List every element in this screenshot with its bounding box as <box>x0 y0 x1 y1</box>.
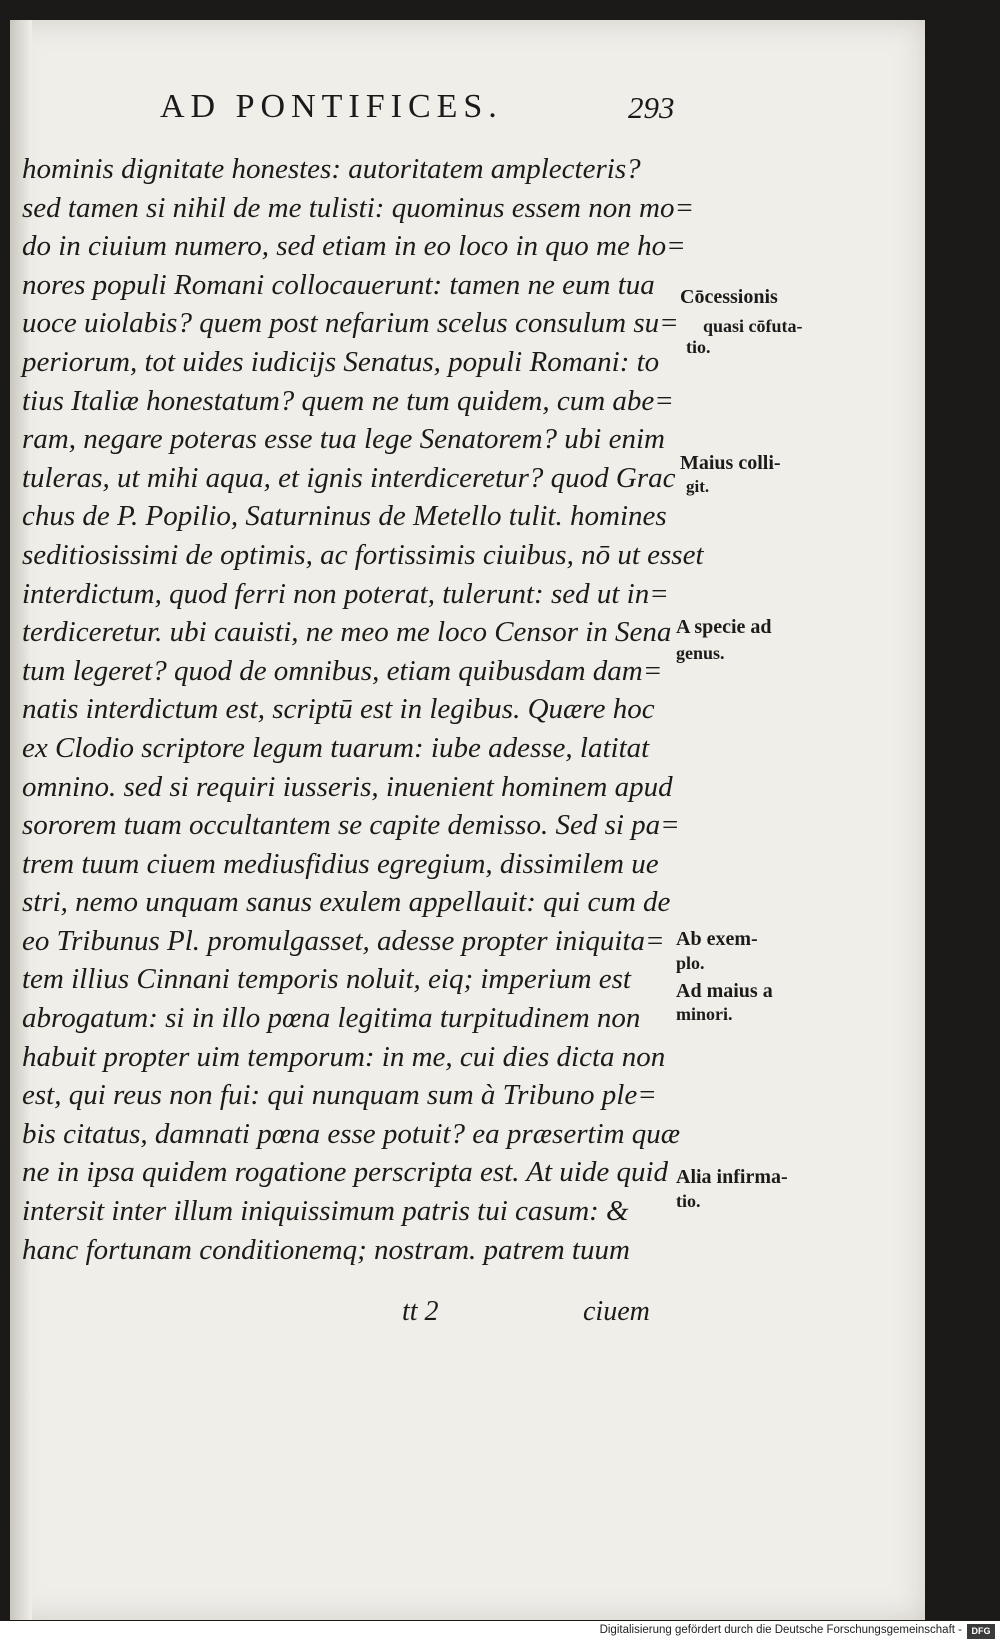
marginal-note: Alia infirma- <box>676 1166 788 1188</box>
text-line: tuleras, ut mihi aqua, et ignis interdiceretur? quod Grac <box>22 461 676 494</box>
text-line: do in ciuium numero, sed etiam in eo loco in quo me ho= <box>22 230 686 263</box>
marginal-note: Cōcessionis <box>680 286 778 308</box>
text-line: est, qui reus non fui: qui nunquam sum à Tribuno ple= <box>22 1079 657 1112</box>
text-line: interdictum, quod ferri non poterat, tulerunt: sed ut in= <box>22 577 669 610</box>
text-line: hominis dignitate honestes: autoritatem amplecteris? <box>22 153 641 185</box>
text-line: nores populi Romani collocauerunt: tamen ne eum tua <box>22 268 655 301</box>
marginal-note: plo. <box>676 953 705 973</box>
text-line: ram, negare poteras esse tua lege Senatorem? ubi enim <box>22 423 665 456</box>
text-line: abrogatum: si in illo pœna legitima turpitudinem non <box>22 1002 641 1035</box>
text-line: tem illius Cinnani temporis noluit, eiq; imperium est <box>22 963 631 996</box>
text-line: habuit propter uim temporum: in me, cui dies dicta non <box>22 1040 666 1073</box>
text-line: sororem tuam occultantem se capite demisso. Sed si pa= <box>22 809 680 842</box>
text-line: natis interdictum est, scriptū est in legibus. Quære hoc <box>22 693 655 726</box>
catchword: ciuem <box>583 1296 650 1327</box>
marginal-note: minori. <box>676 1004 733 1024</box>
marginal-note: genus. <box>676 643 725 663</box>
text-line: periorum, tot uides iudicijs Senatus, populi Romani: to <box>22 345 660 378</box>
marginal-note: tio. <box>676 1191 701 1211</box>
text-line: hanc fortunam conditionemq; nostram. patrem tuum <box>22 1233 630 1266</box>
text-line: terdiceretur. ubi cauisti, ne meo me loco Censor in Sena <box>22 616 672 649</box>
marginal-note: quasi cōfuta- <box>703 316 803 336</box>
text-line: seditiosissimi de optimis, ac fortissimis ciuibus, nō ut esset <box>22 538 704 571</box>
text-line: tum legeret? quod de omnibus, etiam quibusdam dam= <box>22 654 663 687</box>
marginal-note: tio. <box>686 337 711 357</box>
text-line: ne in ipsa quidem rogatione perscripta est. At uide quid <box>22 1156 669 1189</box>
running-head: AD PONTIFICES. <box>160 88 503 125</box>
marginal-note: Maius colli- <box>680 452 781 474</box>
page-number: 293 <box>628 90 675 125</box>
signature-mark: tt 2 <box>402 1296 439 1327</box>
text-line: chus de P. Popilio, Saturninus de Metello tulit. homines <box>22 500 667 533</box>
text-line: sed tamen si nihil de me tulisti: quominus essem non mo= <box>22 191 695 224</box>
text-line: bis citatus, damnati pœna esse potuit? ea præsertim quæ <box>22 1117 681 1150</box>
text-line: intersit inter illum iniquissimum patris tui casum: & <box>22 1195 629 1228</box>
text-line: omnino. sed si requiri iusseris, inuenient hominem apud <box>22 770 673 803</box>
marginal-note: Ad maius a <box>676 980 773 1002</box>
footer-bar <box>0 1621 1000 1643</box>
marginal-note: git. <box>686 477 710 496</box>
text-line: uoce uiolabis? quem post nefarium scelus consulum su= <box>22 307 679 340</box>
text-line: ex Clodio scriptore legum tuarum: iube adesse, latitat <box>22 731 650 764</box>
marginal-note: Ab exem- <box>676 928 758 950</box>
marginal-note: A specie ad <box>676 616 772 638</box>
text-line: tius Italiæ honestatum? quem ne tum quidem, cum abe= <box>22 384 674 417</box>
footer-credit: Digitalisierung gefördert durch die Deutsche Forschungsgemeinschaft - <box>599 1624 962 1636</box>
text-line: eo Tribunus Pl. promulgasset, adesse propter iniquita= <box>22 924 665 957</box>
text-line: trem tuum ciuem mediusfidius egregium, dissimilem ue <box>22 847 659 880</box>
dfg-logo: DFG <box>967 1624 995 1639</box>
text-line: stri, nemo unquam sanus exulem appellauit: qui cum de <box>22 886 671 919</box>
